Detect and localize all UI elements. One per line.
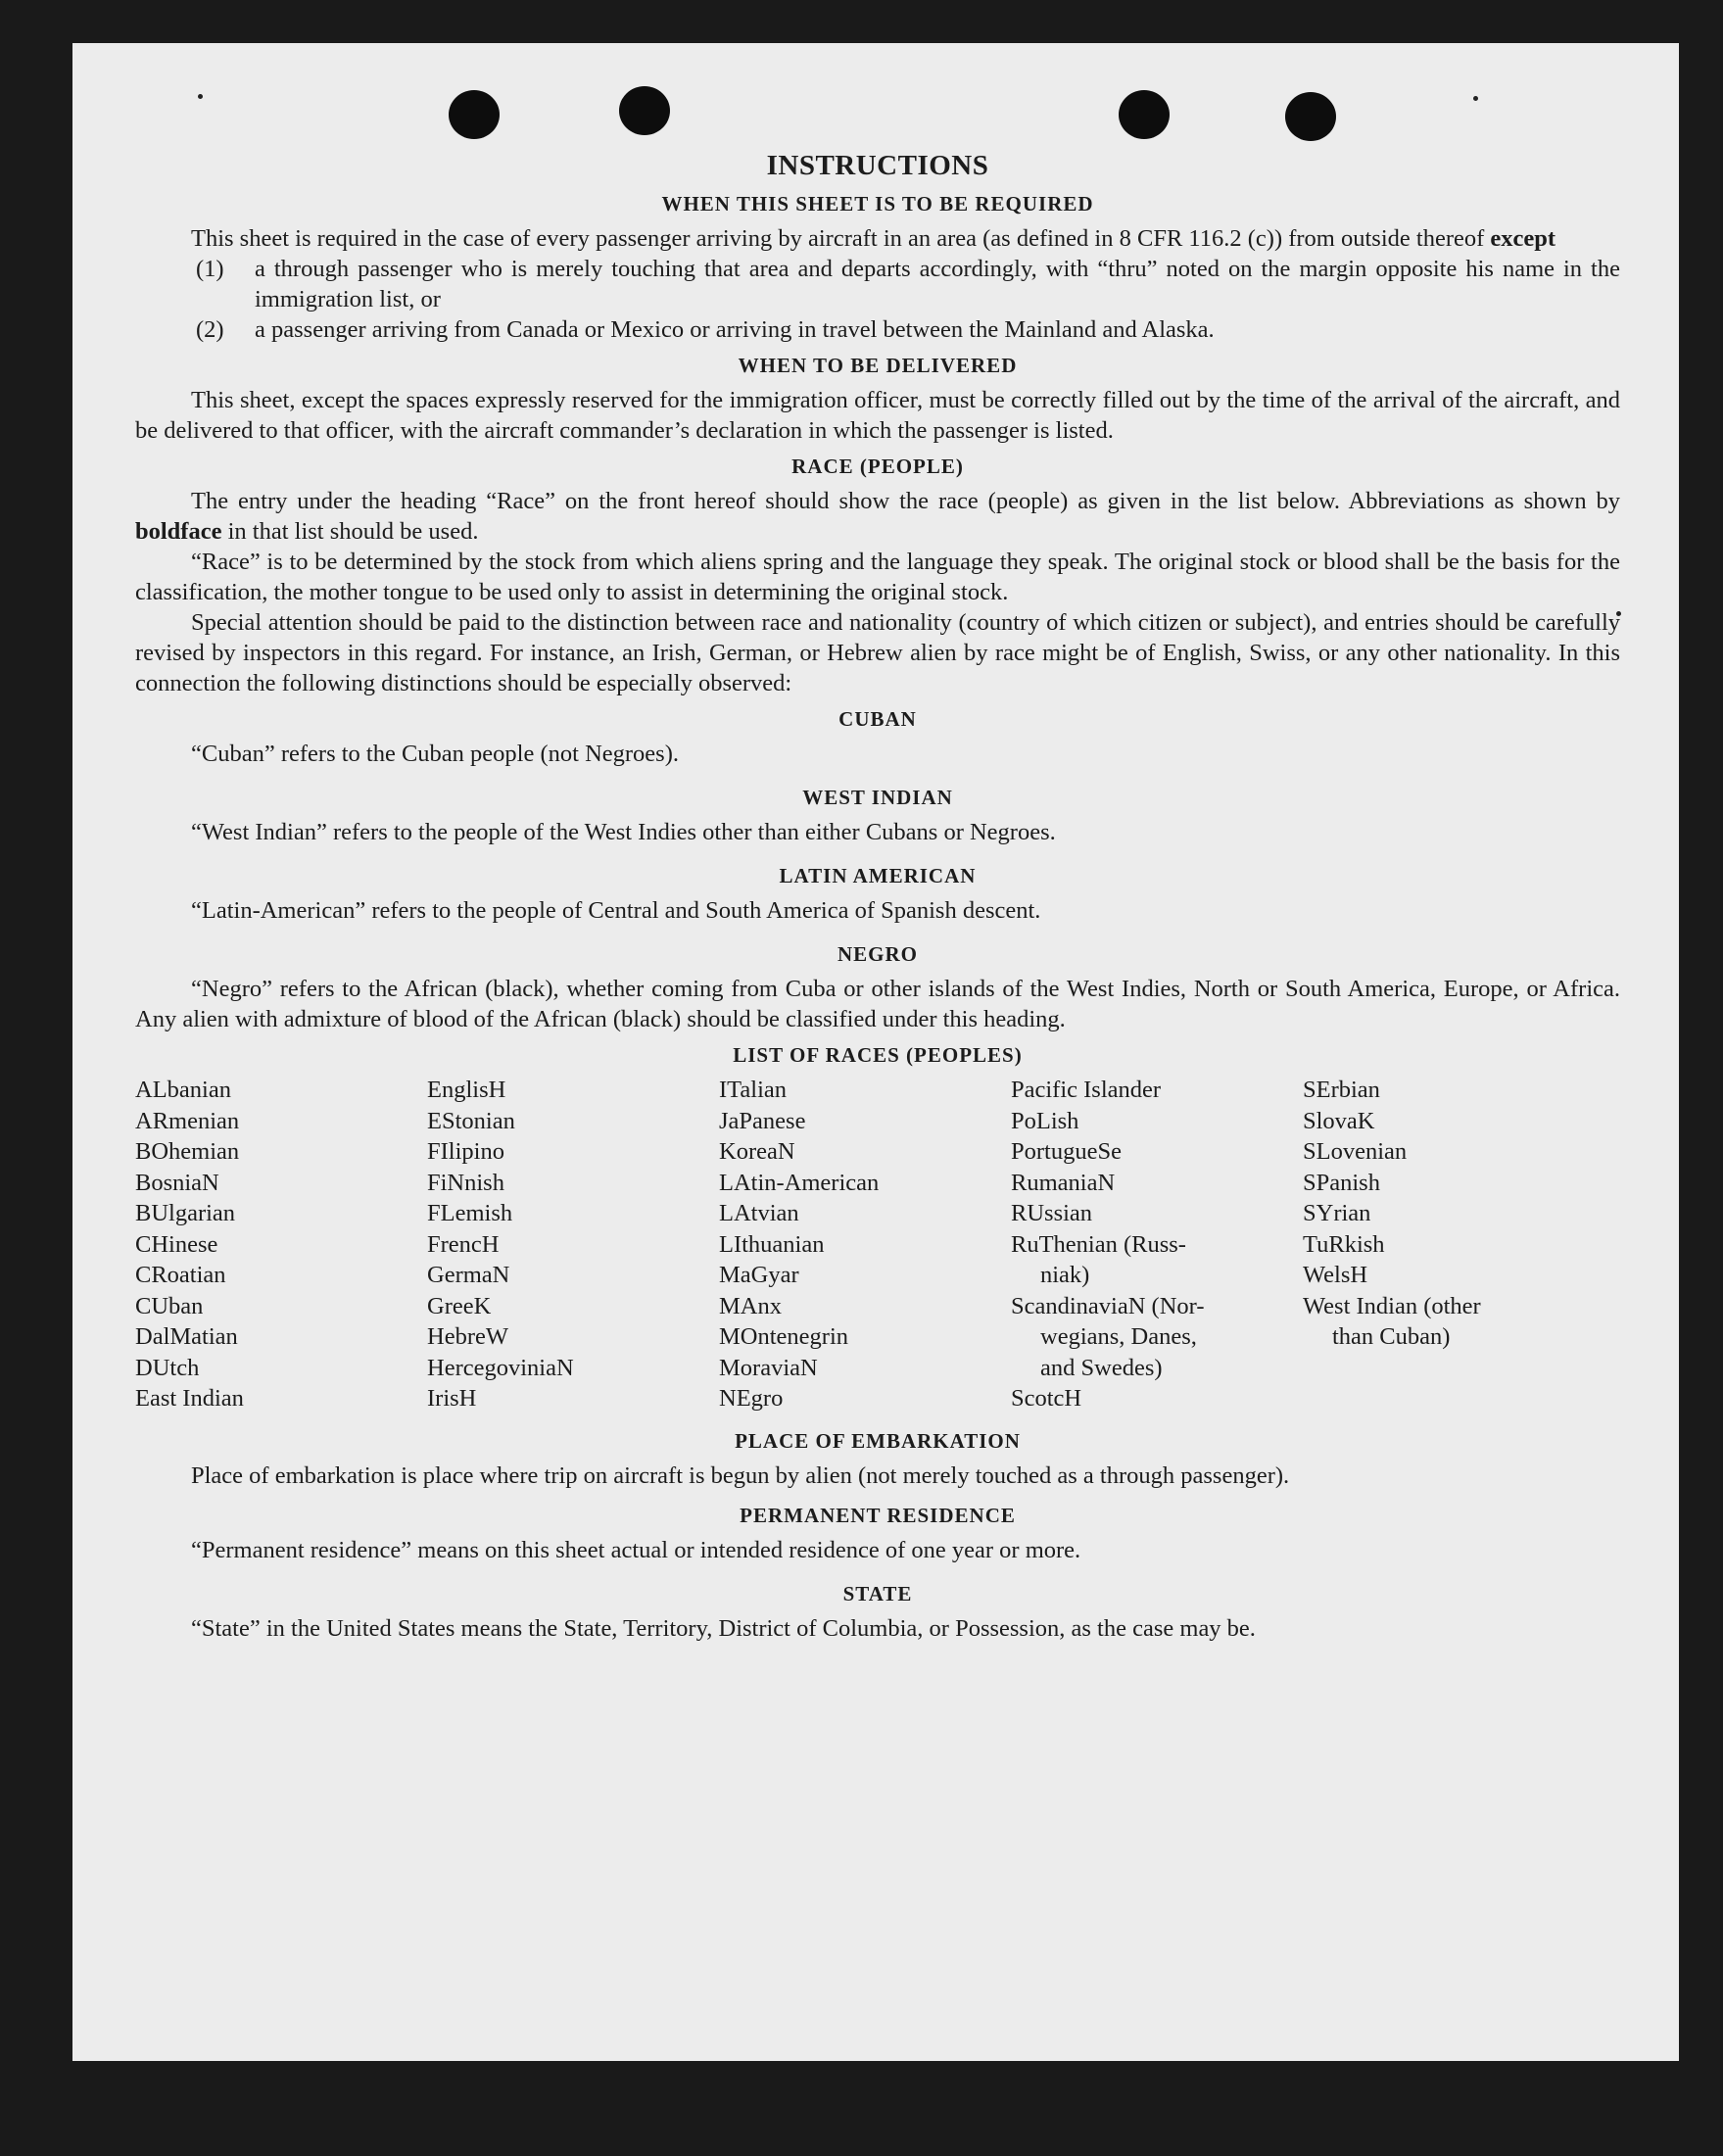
race-item: SErbian [1303,1077,1380,1103]
list-item: (2) a passenger arriving from Canada or Mexico or arriving in travel between the Mainland and Alaska. [196,316,1215,343]
race-item: FLemish [427,1200,513,1226]
race-item: DUtch [135,1354,200,1381]
race-item: BosniaN [135,1169,219,1196]
list-item: (1) a through passenger who is merely touching that area and departs accordingly, with “thru” noted on the margin opposite his name in the immigration list, or [196,256,1620,312]
race-item: West Indian (other [1303,1292,1481,1319]
race-item: LAtin-American [719,1169,880,1196]
race-column [719,1075,1011,1414]
speck [198,94,203,99]
section-heading: WEST INDIAN [802,786,953,809]
section-heading: NEGRO [837,942,918,966]
race-item: East Indian [135,1385,244,1412]
race-item: NEgro [719,1385,784,1412]
race-item: DalMatian [135,1323,238,1350]
race-item: ScotcH [1011,1385,1082,1412]
paragraph: “West Indian” refers to the people of the West Indies other than either Cubans or Negroes. [191,819,1056,845]
race-item: wegians, Danes, [1040,1323,1197,1350]
race-item: ARmenian [135,1107,240,1134]
race-column [1303,1075,1595,1414]
race-item: SLovenian [1303,1138,1408,1165]
race-item: HercegoviniaN [427,1354,574,1381]
instructions-content [135,151,1620,1644]
race-item: RumaniaN [1011,1169,1116,1196]
race-item: EStonian [427,1107,515,1134]
speck [1473,96,1478,101]
race-item: EnglisH [427,1077,506,1103]
race-item: GreeK [427,1292,492,1319]
race-item: LAtvian [719,1200,799,1226]
race-item: LIthuanian [719,1230,825,1258]
section-heading: LATIN AMERICAN [779,864,977,887]
paragraph: The entry under the heading “Race” on the front hereof should show the race (people) as given in the list below. Abbreviations as shown by boldface in that list should be used. [135,488,1620,545]
race-item: niak) [1040,1262,1090,1288]
race-item: GermaN [427,1262,510,1288]
race-item: SlovaK [1303,1107,1375,1134]
paragraph: “State” in the United States means the State, Territory, District of Columbia, or Possession, as the case may be. [191,1614,1256,1642]
paragraph: “Permanent residence” means on this sheet actual or intended residence of one year or more. [191,1536,1081,1563]
race-item: HebreW [427,1323,508,1350]
paragraph: “Race” is to be determined by the stock from which aliens spring and the language they speak. The original stock or blood shall be the basis for the classification, the mother tongue to be used only to assist in determining the original stock. [135,549,1620,605]
paragraph: This sheet is required in the case of every passenger arriving by aircraft in an area (as defined in 8 CFR 116.2 (c)) from outside thereof except [191,225,1556,252]
race-item: CRoatian [135,1262,226,1288]
race-item: SYrian [1303,1200,1371,1226]
page-title: INSTRUCTIONS [766,150,989,181]
section-heading: STATE [842,1581,913,1605]
race-item: TuRkish [1303,1230,1385,1258]
punch-hole [449,90,500,139]
race-item: RuThenian (Russ- [1011,1230,1186,1258]
race-item: JaPanese [719,1107,806,1134]
race-list [135,1075,1620,1414]
race-item: BOhemian [135,1138,240,1165]
section-heading: CUBAN [838,707,917,731]
race-item: FiNnish [427,1169,504,1196]
race-item: CUban [135,1292,204,1319]
race-item: MOntenegrin [719,1323,848,1350]
section-heading: RACE (PEOPLE) [791,455,964,478]
race-item: FrencH [427,1230,500,1258]
race-item: IrisH [427,1385,477,1412]
section-heading: LIST OF RACES (PEOPLES) [733,1043,1023,1067]
paragraph: “Negro” refers to the African (black), whether coming from Cuba or other islands of the West Indies, North or South America, Europe, or Africa. Any alien with admixture of blood of the African (black) should be classified under this heading. [135,976,1620,1032]
race-item: CHinese [135,1230,218,1258]
section-heading: PERMANENT RESIDENCE [740,1503,1016,1527]
race-item: SPanish [1303,1169,1380,1196]
race-column [1011,1075,1303,1414]
race-item: WelsH [1303,1262,1368,1288]
section-heading: WHEN TO BE DELIVERED [738,354,1018,377]
race-item: MaGyar [719,1262,799,1288]
race-item: and Swedes) [1040,1354,1163,1381]
race-item: ScandinaviaN (Nor- [1011,1292,1205,1319]
race-item: MAnx [719,1292,782,1319]
race-item: BUlgarian [135,1200,236,1226]
document-page [72,43,1679,2061]
race-item: PortugueSe [1011,1138,1122,1165]
paragraph: Place of embarkation is place where trip on aircraft is begun by alien (not merely touched as a through passenger). [191,1461,1290,1489]
race-item: FIlipino [427,1138,504,1165]
paragraph: “Cuban” refers to the Cuban people (not Negroes). [191,741,679,767]
race-item: ALbanian [135,1077,231,1103]
race-item: MoraviaN [719,1354,818,1381]
race-column [135,1075,427,1414]
punch-hole [1285,92,1336,141]
race-item: ITalian [719,1077,788,1103]
paragraph: Special attention should be paid to the distinction between race and nationality (country of which citizen or subject), and entries should be carefully revised by inspectors in this regard. For instance, an Irish, German, or Hebrew alien by race might be of English, Swiss, or any other nationality. In this connection the following distinctions should be especially observed: [135,609,1620,696]
punch-hole [619,86,670,135]
race-item: KoreaN [719,1138,795,1165]
paragraph: This sheet, except the spaces expressly reserved for the immigration officer, must be correctly filled out by the time of the arrival of the aircraft, and be delivered to that officer, with the aircraft commander’s declaration in which the passenger is listed. [135,387,1620,444]
section-heading: PLACE OF EMBARKATION [735,1428,1021,1453]
race-item: Pacific Islander [1011,1077,1162,1103]
race-item: RUssian [1011,1200,1093,1226]
race-item: PoLish [1011,1107,1079,1134]
race-item: than Cuban) [1332,1323,1451,1350]
race-column [427,1075,719,1414]
paragraph: “Latin-American” refers to the people of Central and South America of Spanish descent. [191,897,1041,924]
section-heading: WHEN THIS SHEET IS TO BE REQUIRED [661,192,1094,216]
punch-hole [1119,90,1170,139]
